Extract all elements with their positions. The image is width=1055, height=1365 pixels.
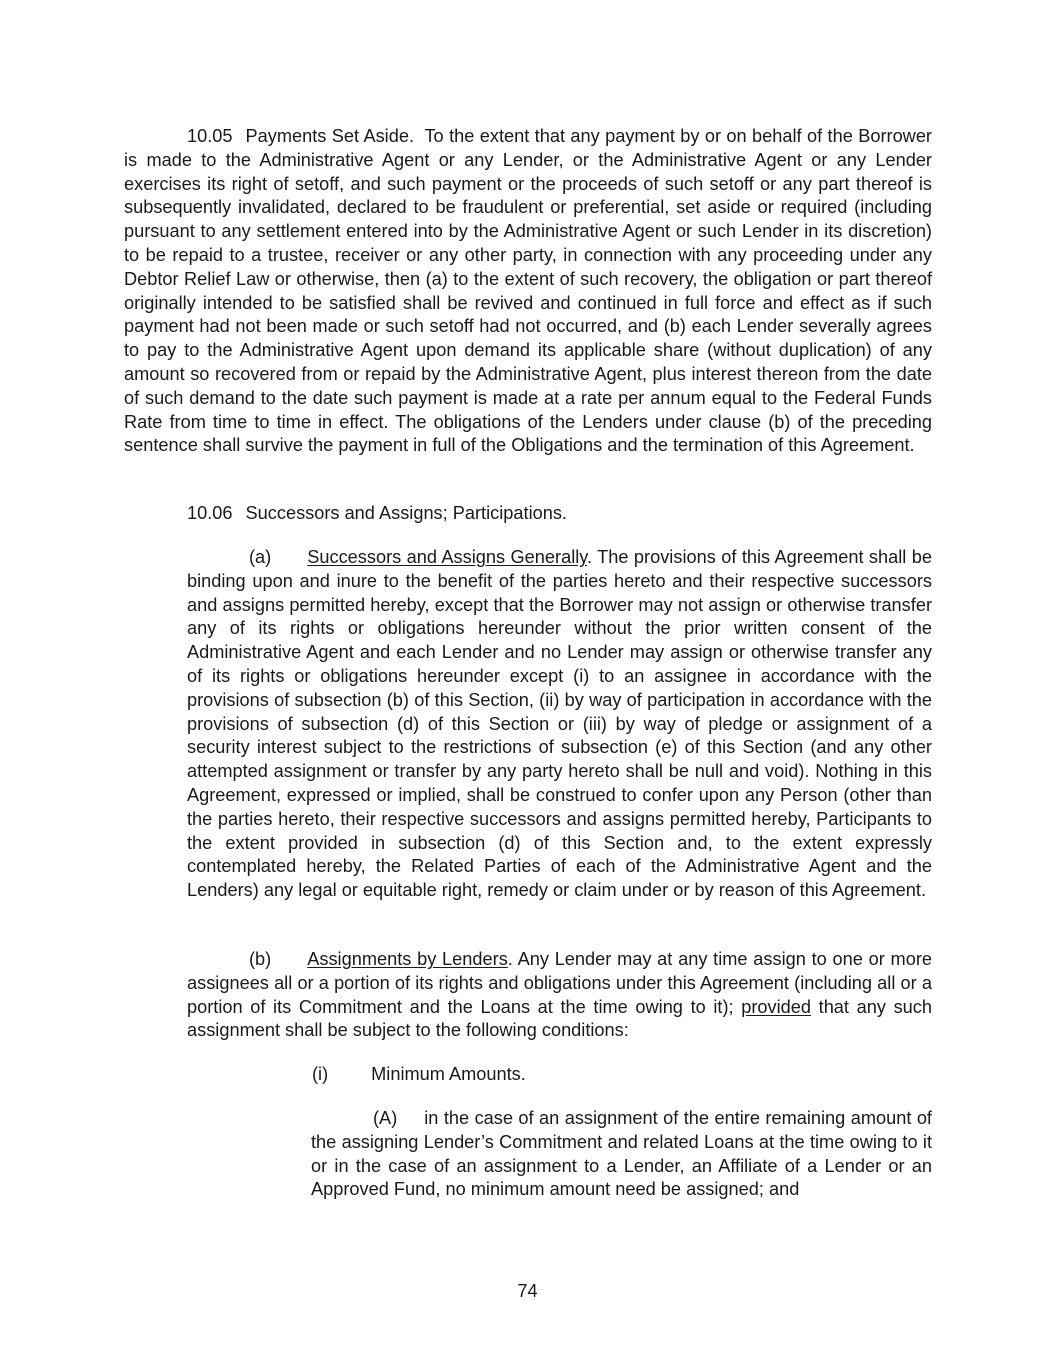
section-10-06-heading-line — [187, 502, 932, 526]
clause-A-body: in the case of an assignment of the entire remaining amount of the assigning Lender’s Commitment and related Loans at the time owing to it or in the case of an assignment to a Lender, an Affiliate of a Lender or an Approved Fund, no minimum amount need be assigned; and — [311, 1108, 932, 1200]
subsection-a-title: Successors and Assigns Generally — [307, 547, 588, 567]
subsection-b-body-before: . Any Lender may at any time assign to one or more assignees all or a portion of its rights and obligations under this Agreement (including all or a portion of its Commitment and the Loans at the time owing to it); — [187, 949, 932, 1017]
clause-A-paragraph — [311, 1107, 932, 1202]
subsection-b-provided: provided — [741, 996, 811, 1017]
page-number: 74 — [517, 1281, 538, 1301]
section-10-05-paragraph — [124, 125, 932, 458]
subsection-a-body: . The provisions of this Agreement shall be binding upon and inure to the benefit of the parties hereto and their respective successors and assigns permitted hereby, except that the Borrower may not assign or otherwise transfer any of its rights or obligations hereunder without the prior written consent of the Administrative Agent and each Lender and no Lender may assign or otherwise transfer any of its rights or obligations hereunder except (i) to an assignee in accordance with the provisions of subsection (b) of this Section, (ii) by way of participation in accordance with the provisions of subsection (d) of this Section or (iii) by way of pledge or assignment of a security interest subject to the restrictions of subsection (e) of this Section (and any other attempted assignment or transfer by any party hereto shall be null and void). Nothing in this Agreement, expressed or implied, shall be construed to confer upon any Person (other than the parties hereto, their respective successors and assigns permitted hereby, Participants to the extent provided in subsection (d) of this Section and, to the extent expressly contemplated hereby, the Related Parties of each of the Administrative Agent and the Lenders) any legal or equitable right, remedy or claim under or by reason of this Agreement. — [187, 547, 932, 901]
clause-A-label: (A) — [373, 1108, 398, 1128]
section-10-06-number: 10.06 — [187, 503, 233, 523]
subsection-b-paragraph — [187, 948, 932, 1043]
subsection-b-label: (b) — [249, 949, 272, 969]
section-10-05-body: To the extent that any payment by or on behalf of the Borrower is made to the Administrative Agent or any Lender, or the Administrative Agent or any Lender exercises its right of setoff, and such payment or the proceeds of such setoff or any part thereof is subsequently invalidated, declared to be fraudulent or preferential, set aside or required (including pursuant to any settlement entered into by the Administrative Agent or such Lender in its discretion) to be repaid to a trustee, receiver or any other party, in connection with any proceeding under any Debtor Relief Law or otherwise, then (a) to the extent of such recovery, the obligation or part thereof originally intended to be satisfied shall be revived and continued in full force and effect as if such payment had not been made or such setoff had not occurred, and (b) each Lender severally agrees to pay to the Administrative Agent upon demand its applicable share (without duplication) of any amount so recovered from or repaid by the Administrative Agent, plus interest thereon from the date of such demand to the date such payment is made at a rate per annum equal to the Federal Funds Rate from time to time in effect. The obligations of the Lenders under clause (b) of the preceding sentence shall survive the payment in full of the Obligations and the termination of this Agreement. — [124, 126, 932, 456]
subsection-a-label: (a) — [249, 547, 272, 567]
section-10-05-number: 10.05 — [187, 126, 233, 146]
section-10-06-heading: Successors and Assigns; Participations. — [245, 503, 567, 523]
clause-i-title: Minimum Amounts. — [371, 1064, 526, 1084]
clause-i-heading-line — [312, 1063, 932, 1087]
subsection-b-body-after: that any such assignment shall be subject to the following conditions: — [187, 996, 932, 1041]
subsection-a-paragraph — [187, 546, 932, 903]
clause-i-label: (i) — [312, 1064, 329, 1084]
section-10-05-heading: Payments Set Aside. — [245, 126, 415, 146]
subsection-b-title: Assignments by Lenders — [307, 949, 508, 969]
